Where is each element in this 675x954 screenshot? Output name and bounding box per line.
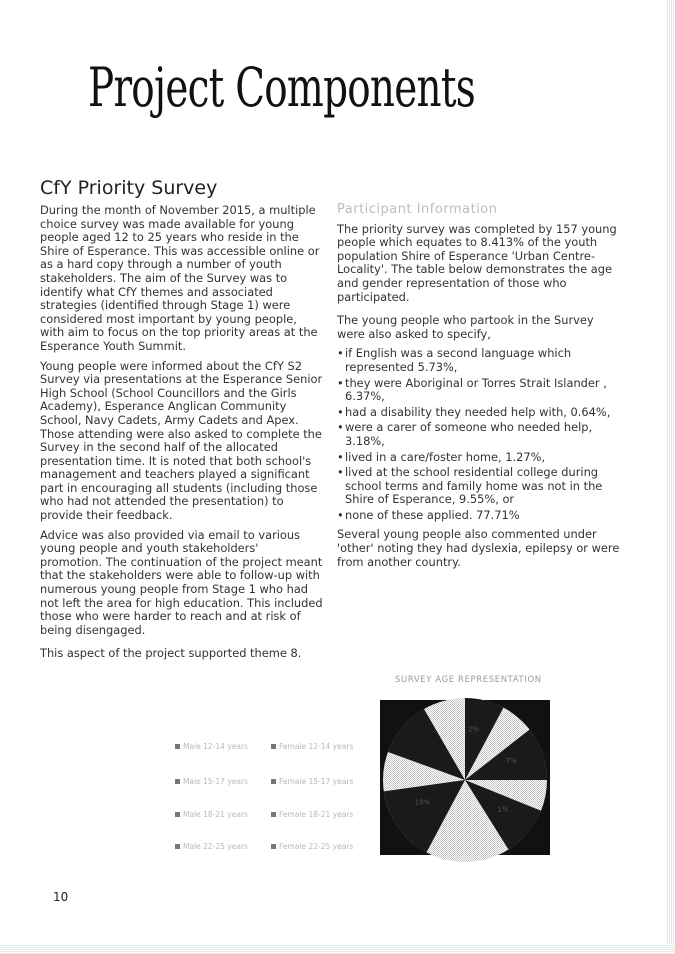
list-item-text: lived in a care/foster home, 1.27%,	[345, 449, 546, 464]
legend-label: Male 18-21 years	[183, 810, 248, 819]
list-item-text: lived at the school residential college during school terms and family home was not in the Shire of Esperance, 9.55%, or	[345, 465, 603, 507]
list-item-text: had a disability they needed help with, 0.64%,	[345, 404, 611, 419]
bullet-list	[337, 347, 623, 522]
legend-swatch	[175, 844, 180, 849]
legend-label: Female 18-21 years	[279, 810, 354, 819]
body-paragraph: This aspect of the project supported theme 8.	[40, 646, 302, 661]
list-item	[337, 509, 623, 523]
list-item-text: were a carer of someone who needed help, 3.18%,	[345, 420, 593, 448]
list-item	[337, 466, 623, 507]
left-column	[40, 204, 324, 667]
legend-swatch	[271, 779, 276, 784]
list-item	[337, 421, 623, 448]
legend-label: Female 12-14 years	[279, 742, 354, 751]
legend-item	[175, 742, 248, 751]
pie-data-label: 19%	[414, 798, 431, 807]
page-edge-bottom	[0, 944, 675, 954]
legend-item	[271, 742, 353, 751]
legend-item	[175, 810, 248, 819]
list-item-text: if English was a second language which represented 5.73%,	[345, 346, 572, 374]
list-item	[337, 451, 623, 465]
bullet-icon: •	[337, 465, 344, 480]
list-item	[337, 347, 623, 374]
legend-item	[175, 842, 248, 851]
legend-item	[271, 810, 353, 819]
section-heading: CfY Priority Survey	[40, 177, 218, 199]
body-paragraph: During the month of November 2015, a multiple choice survey was made available for young people aged 12 to 25 years who reside in the Shire of Esperance. This was accessible online or as a hard copy through a number of youth stakeholders. The aim of the Survey was to identify what CfY themes and associated strategies (identified through Stage 1) were considered most important by young people, with aim to focus on the top priority areas at the Esperance Youth Summit.	[40, 203, 320, 353]
bullet-icon: •	[337, 449, 344, 464]
list-item	[337, 377, 623, 404]
bullet-icon: •	[337, 404, 344, 419]
bullet-icon: •	[337, 375, 344, 390]
body-paragraph: The priority survey was completed by 157 young people which equates to 8.413% of the youth population Shire of Esperance 'Urban Centre-Locality'. The table below demonstrates the age and gender representation of those who participated.	[337, 221, 617, 304]
legend-swatch	[271, 844, 276, 849]
legend-label: Male 15-17 years	[183, 777, 248, 786]
list-item	[337, 406, 623, 420]
legend-swatch	[175, 744, 180, 749]
legend-swatch	[271, 744, 276, 749]
right-column	[337, 203, 623, 575]
participant-heading: Participant Information	[337, 202, 498, 217]
legend-swatch	[175, 779, 180, 784]
page-title: Project Components	[88, 56, 476, 119]
bullet-icon: •	[337, 420, 344, 435]
body-paragraph: The young people who partook in the Survey were also asked to specify,	[337, 313, 594, 341]
list-item-text: they were Aboriginal or Torres Strait Islander , 6.37%,	[345, 375, 607, 404]
legend-label: Female 15-17 years	[279, 777, 354, 786]
bullet-icon: •	[337, 507, 344, 522]
page-edge-right	[667, 0, 675, 954]
pie-data-label: 1%	[497, 805, 509, 814]
age-representation-pie-chart	[360, 668, 560, 868]
bullet-icon: •	[337, 346, 344, 361]
body-paragraph: Several young people also commented under 'other' noting they had dyslexia, epilepsy or were from another country.	[337, 527, 620, 569]
pie-data-label: 2%	[467, 725, 480, 734]
page-number: 10	[53, 890, 69, 904]
legend-label: Female 22-25 years	[279, 842, 354, 851]
legend-swatch	[175, 812, 180, 817]
chart-title: SURVEY AGE REPRESENTATION	[395, 675, 542, 685]
body-paragraph: Young people were informed about the CfY S2 Survey via presentations at the Esperance Senior High School (School Councillors and the Girls Academy), Esperance Anglican Community School, Navy Cadets, Army Cadets and Apex. Those attending were also asked to complete the Survey in the second half of the allocated presentation time. It is noted that both school's management and teachers played a significant part in encouraging all students (including those who had not attended the presentation) to provide their feedback.	[40, 358, 323, 523]
legend-label: Male 12-14 years	[183, 742, 248, 751]
body-paragraph: Advice was also provided via email to various young people and youth stakeholders' promotion. The continuation of the project meant that the stakeholders were able to follow-up with numerous young people from Stage 1 who had not left the area for high education. This included those who were harder to reach and at risk of being disengaged.	[40, 527, 323, 637]
list-item-text: none of these applied. 77.71%	[345, 507, 520, 522]
legend-item	[271, 777, 353, 786]
legend-label: Male 22-25 years	[183, 842, 248, 851]
legend-item	[271, 842, 353, 851]
legend-swatch	[271, 812, 276, 817]
pie-data-label: 7%	[505, 757, 517, 766]
legend-item	[175, 777, 248, 786]
